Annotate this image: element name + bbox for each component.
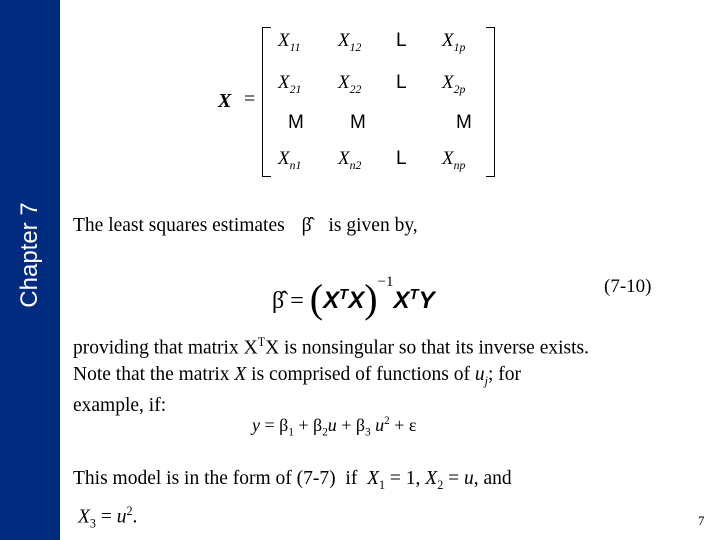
estimates-intro: The least squares estimates β̂ is given by, (73, 213, 418, 239)
equation-number: (7-10) (604, 276, 652, 297)
model-equation: $y = \beta_1 + \beta_2u + \beta_3$ $u^2 + \varepsilon$ (252, 415, 417, 439)
matrix-cell: $X_{n1}$ (278, 148, 302, 172)
matrix-cell: M (456, 112, 472, 133)
page-number: 7 (698, 513, 705, 528)
beta-hat-symbol: β̂ (301, 215, 312, 236)
matrix-cell: M (350, 112, 366, 133)
paragraph-1-line-1: providing that matrix $X^TX$ is nonsingular so that its inverse exists. (73, 335, 589, 359)
matrix-cell: $X_{1p}$ (442, 30, 466, 54)
paragraph-1-line-3: example, if: (73, 395, 167, 417)
matrix-cell: $X_{22}$ (338, 72, 362, 96)
matrix-cell: M (288, 112, 304, 133)
chapter-sidebar (0, 0, 60, 540)
left-bracket (262, 27, 271, 177)
right-bracket (486, 27, 495, 177)
paragraph-1 (73, 329, 589, 419)
matrix-cell: L (396, 72, 407, 93)
matrix-cell: $X_{n2}$ (338, 148, 362, 172)
matrix-cell: L (396, 30, 407, 51)
matrix-cell: $X_{21}$ (278, 72, 302, 96)
least-squares-equation: β̂ = $(X^TX)^{-1}X^TY$ (272, 274, 435, 321)
matrix-cell: $X_{np}$ (442, 148, 466, 172)
matrix-cell: $X_{11}$ (278, 30, 301, 54)
paragraph-2 (73, 466, 512, 536)
matrix-cell: $X_{2p}$ (442, 72, 466, 96)
equals-sign: = (244, 88, 256, 110)
matrix-cell: L (396, 148, 407, 169)
paragraph-1-line-2: Note that the matrix X is comprised of functions of $u_j$; for (73, 363, 521, 388)
chapter-label: Chapter 7 (16, 202, 43, 308)
paragraph-2-line-1: This model is in the form of (7-7) if $X_1 = 1$, $X_2 = u$, and (73, 468, 512, 492)
paragraph-2-line-2: $X_3 = u^2$. (78, 503, 138, 531)
matrix-lhs: X (218, 90, 232, 112)
matrix-cell: $X_{12}$ (338, 30, 362, 54)
